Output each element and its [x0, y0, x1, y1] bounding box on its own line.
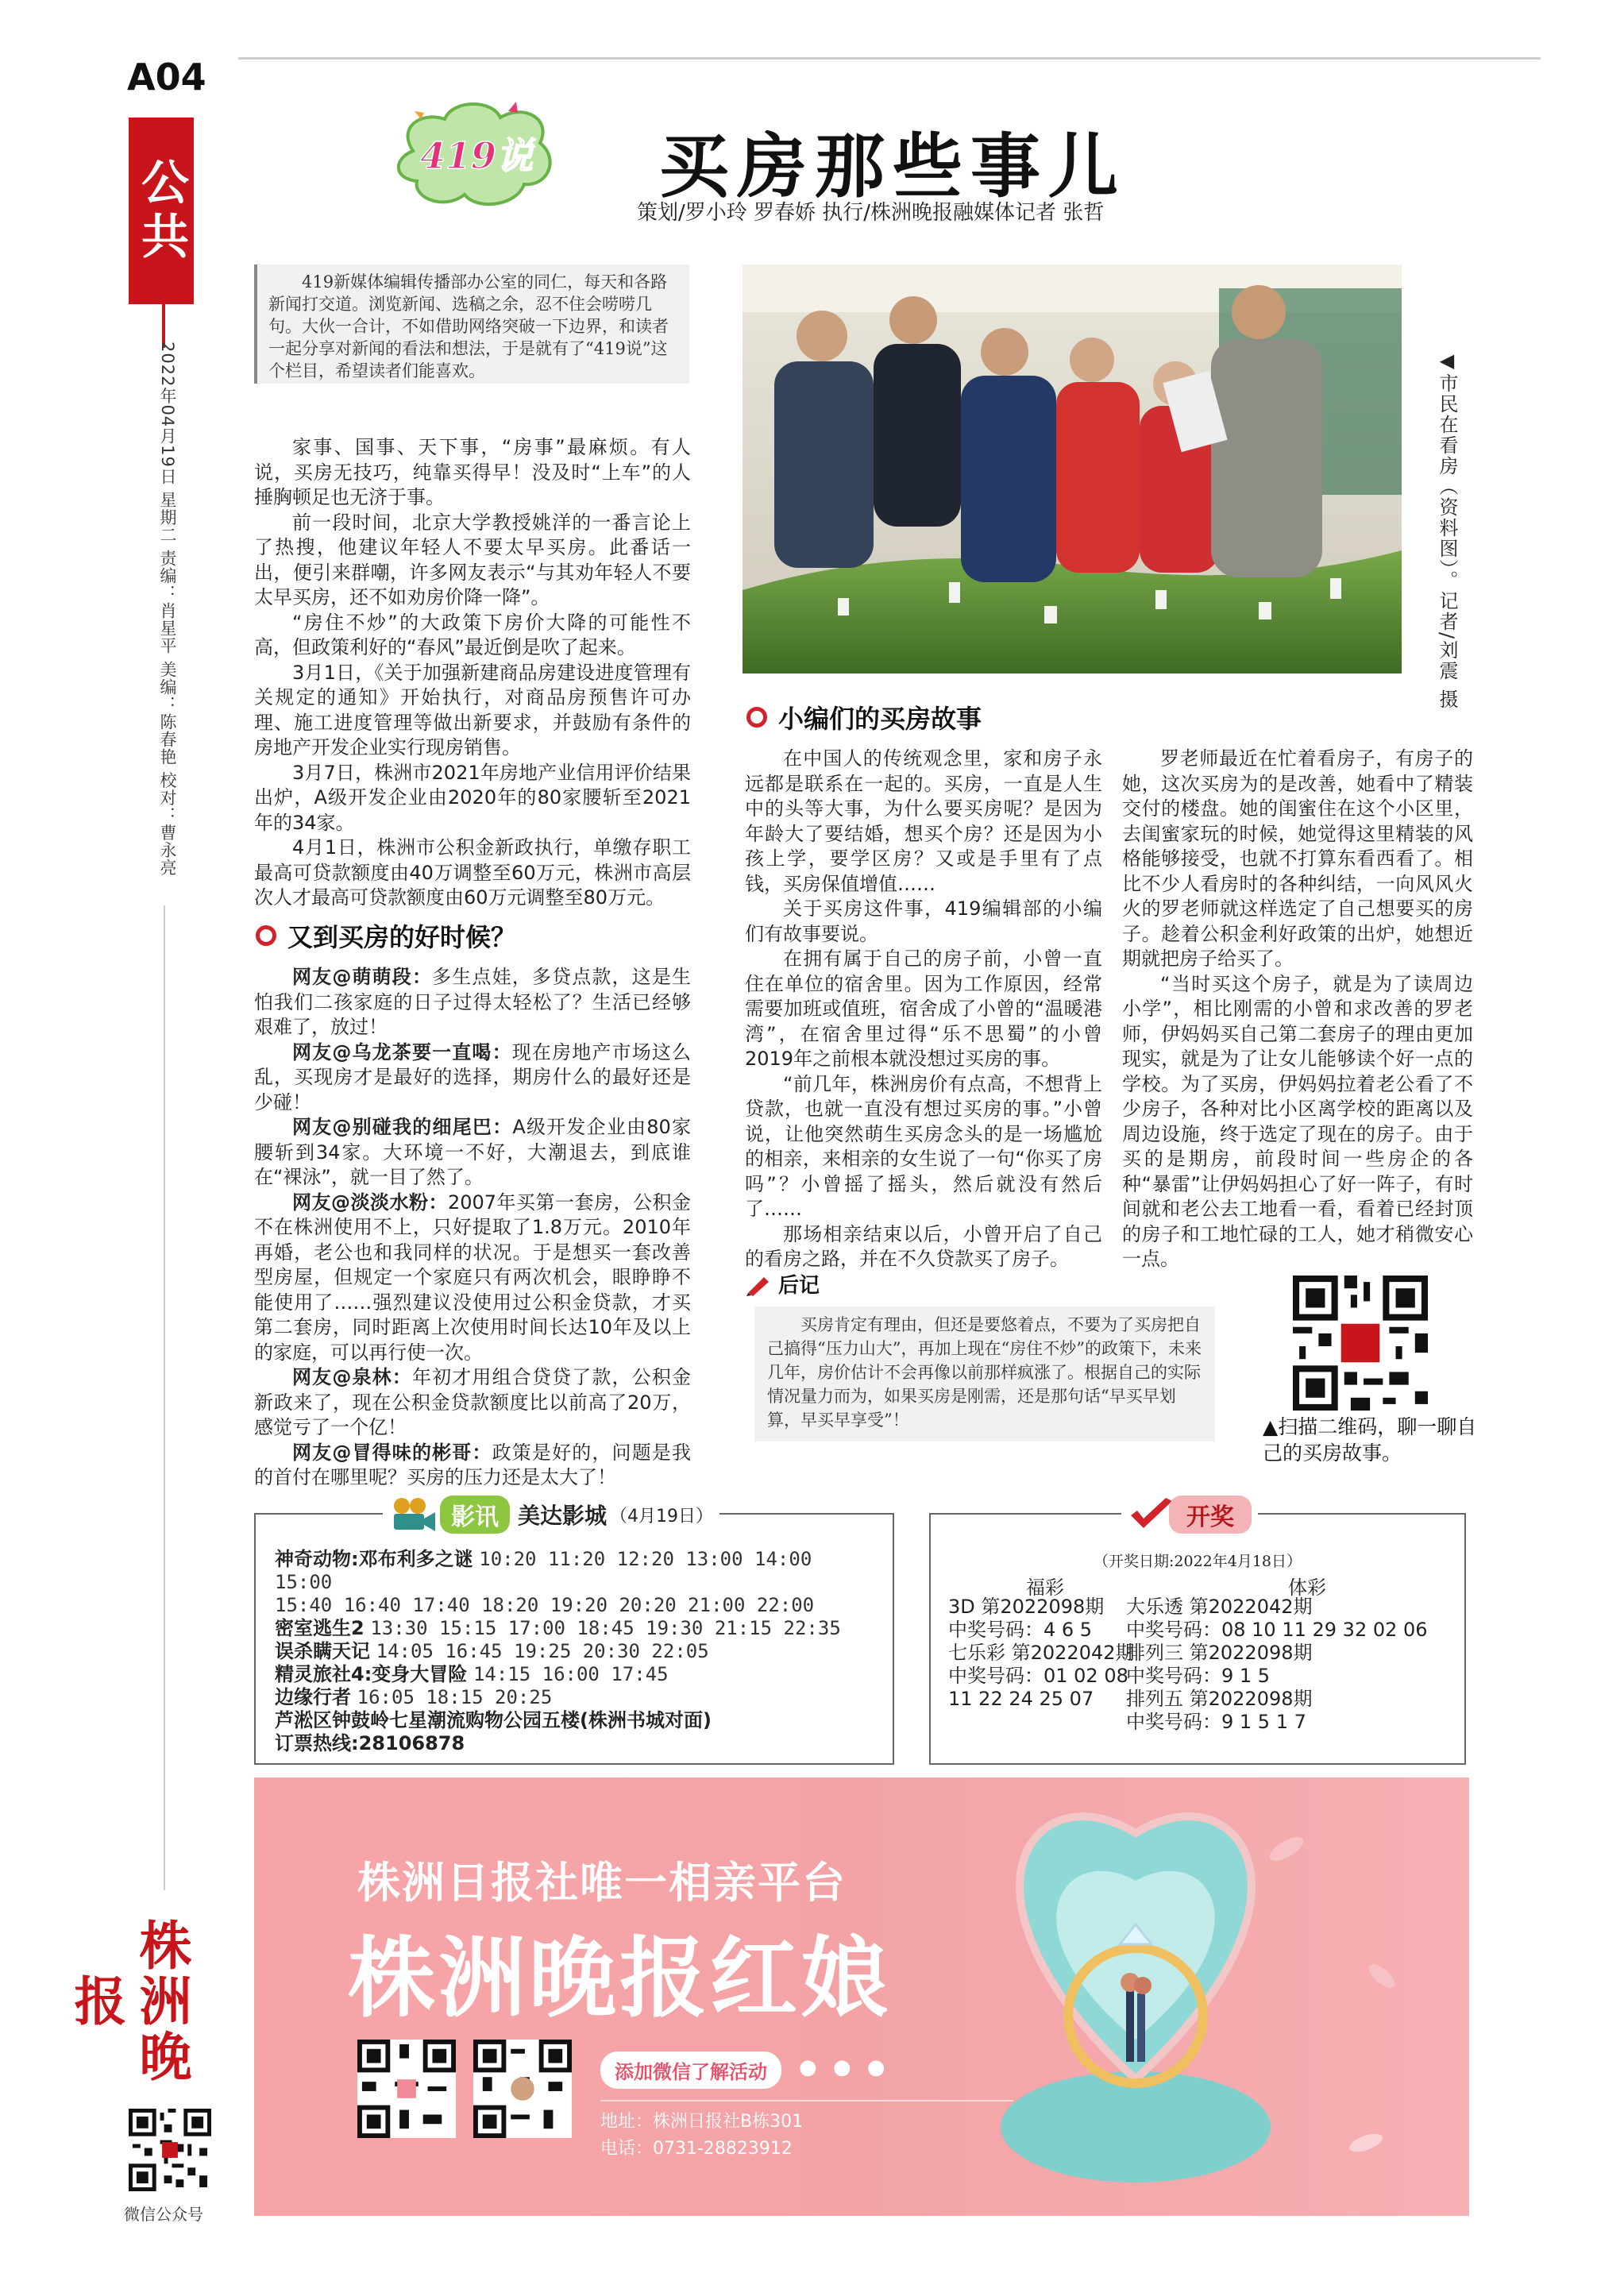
matchmaking-ad[interactable]: [254, 1777, 1469, 2216]
comment: [254, 965, 691, 1040]
wechat-label: 微信公众号: [124, 2205, 203, 2224]
comment-text: 现在房地产市场这么乱，买现房才是最好的选择，期房什么的最好还是少碰！: [254, 1040, 692, 1113]
ad-qr-code-1[interactable]: [357, 2040, 456, 2138]
comment-text: A级开发企业由80家腰斩到34家。大环境一不好，大潮退去，到底谁在“裸泳”，就一目了然了。: [254, 1116, 691, 1188]
wechat-qr-code[interactable]: [129, 2109, 211, 2191]
paragraph: 罗老师最近在忙着看房子，有房子的她，这次买房为的是改善，她看中了精装交付的楼盘。她的闺蜜住在这个小区里，去闺蜜家玩的时候，她觉得这里精装的风格能够接受，也就不打算东看西看了。相比不少人看房时的各种纠结，一向风风火火的罗老师就这样选定了自己想要买的房子。趁着公积金利好政策的出炉，她想近期就把房子给买了。: [1122, 747, 1473, 970]
showtimes: 14:05 16:45 19:25 20:30 22:05: [376, 1640, 709, 1662]
paragraph: 3月1日，《关于加强新建商品房建设进度管理有关规定的通知》开始执行，对商品房预售许可办理、施工进度管理等做出新要求，并鼓励有条件的房地产开发企业实行现房销售。: [254, 661, 691, 758]
lottery-line: 11 22 24 25 07: [948, 1688, 1094, 1710]
comment-author: 网友@萌萌段：: [292, 966, 433, 988]
paragraph: “房住不炒”的大政策下房价大降的可能性不高，但政策利好的“春风”最近倒是吹了起来。: [254, 611, 691, 658]
showtimes: 10:20 11:20 12:20 13:00 14:00 15:00: [275, 1548, 812, 1593]
qr-instruction: ▲扫描二维码，聊一聊自己的买房故事。: [1263, 1415, 1477, 1465]
comment-text: 2007年买第一套房，公积金不在株洲使用不上，只好提取了1.8万元。2010年再婚，老公也和我同样的状况。于是想买一套改善型房屋，但规定一个家庭只有两次机会，眼睁睁不能使用了……强烈建议没使用过公积金贷款，才买第二套房，同时距离上次使用时间长达10年及以上的家庭，可以再行使一次。: [254, 1191, 692, 1364]
page-number: A04: [127, 56, 206, 98]
paragraph: 那场相亲结束以后，小曾开启了自己的看房之路，并在不久贷款买了房子。: [745, 1222, 1102, 1270]
lottery-results: [929, 1503, 1466, 1765]
ad-divider: [600, 2100, 1013, 2102]
afterword-label: 后记: [778, 1274, 820, 1298]
comment: [254, 1115, 691, 1191]
add-wechat-button[interactable]: 添加微信了解活动: [600, 2051, 781, 2089]
showtime-row: [275, 1617, 878, 1640]
comment-author: 网友@乌龙茶要一直喝：: [292, 1040, 512, 1063]
byline: 策划/罗小玲 罗春娇 执行/株洲晚报融媒体记者 张哲: [637, 201, 1105, 225]
showtimes: 16:05 18:15 20:25: [357, 1686, 553, 1708]
lottery-line: 中奖号码：9 1 5 1 7: [1126, 1711, 1306, 1733]
booking-hotline: 订票热线:28106878: [275, 1732, 465, 1754]
lottery-line: 七乐彩 第2022042期: [948, 1642, 1135, 1664]
cinema-name: 美达影城: [518, 1503, 608, 1529]
ad-phone: 电话：0731-28823912: [600, 2139, 793, 2159]
film-header: [383, 1496, 719, 1534]
419-logo-text: 419说: [419, 134, 534, 177]
news-photo: [743, 264, 1402, 673]
dots-icon: ● ● ●: [799, 2055, 890, 2079]
movie-title: 神奇动物:邓布利多之谜: [275, 1548, 473, 1570]
comment: [254, 1191, 691, 1366]
subhead-text: 小编们的买房故事: [778, 704, 982, 734]
ad-address: 地址：株洲日报社B栋301: [600, 2112, 804, 2132]
lottery-line: 中奖号码：4 6 5: [948, 1619, 1093, 1641]
comment-text: 政策是好的，问题是我的首付在哪里呢？买房的压力还是太大了！: [254, 1441, 692, 1488]
movie-title: 密室逃生2: [275, 1617, 365, 1639]
film-date: （4月19日）: [610, 1506, 714, 1526]
article-column-4: [1122, 747, 1473, 1272]
showtimes: 13:30 15:15 17:00 18:45 19:30 21:15 22:35: [370, 1617, 841, 1639]
photo-caption: ◀市民在看房（资料图）。记者/刘震 摄: [1436, 349, 1458, 710]
paragraph: “当时买这个房子，就是为了读周边小学”，相比刚需的小曾和求改善的罗老师，伊妈妈买自己第二套房子的理由更加现实，就是为了让女儿能够读个好一点的学校。为了买房，伊妈妈拉着老公看了不少房子，各种对比小区离学校的距离以及周边设施，终于选定了现在的房子。由于买的是期房，前段时间一些房企的各种“暴雷”让伊妈妈担心了好一阵子，有时间就和老公去工地看一看，看着已经封顶的房子和工地忙碌的工人，她才稍微安心一点。: [1122, 972, 1473, 1270]
lottery-line: 排列三 第2022098期: [1126, 1642, 1313, 1664]
film-listings: [254, 1503, 894, 1765]
movie-title: 精灵旅社4:变身大冒险: [275, 1663, 468, 1685]
showtime-row: [275, 1594, 878, 1617]
netizen-comments: [254, 965, 691, 1491]
movie-title: 误杀瞒天记: [275, 1640, 370, 1662]
paragraph: 在中国人的传统观念里，家和房子永远都是联系在一起的。买房，一直是人生中的头等大事，为什么要买房呢？是因为年龄大了要结婚，想买个房？还是因为小孩上学，要学区房？又或是手里有了点钱，买房保值增值……: [745, 747, 1102, 895]
comment-author: 网友@淡淡水粉：: [292, 1191, 448, 1214]
lottery-date: （开奖日期:2022年4月18日）: [1093, 1553, 1302, 1570]
page-title: 买房那些事儿: [659, 125, 1127, 207]
ad-qr-code-2[interactable]: [473, 2040, 572, 2138]
lottery-line: 中奖号码：9 1 5: [1126, 1665, 1271, 1687]
paragraph: 在拥有属于自己的房子前，小曾一直住在单位的宿舍里。因为工作原因，经常需要加班或值班，宿舍成了小曾的“温暖港湾”，在宿舍里过得“乐不思蜀”的小曾2019年之前根本就没想过买房的事。: [745, 948, 1102, 1070]
comment-text: 年初才用组合贷贷了款，公积金新政来了，现在公积金贷款额度比以前高了20万，感觉亏了一个亿！: [254, 1366, 692, 1438]
lottery-line: 大乐透 第2022042期: [1126, 1596, 1313, 1618]
lottery-line: 排列五 第2022098期: [1126, 1688, 1313, 1710]
ring-icon: [746, 707, 767, 728]
paragraph: 家事、国事、天下事，“房事”最麻烦。有人说，买房无技巧，纯靠买得早！没及时“上车”的人捶胸顿足也无济于事。: [254, 436, 691, 508]
film-camera-icon: [389, 1496, 437, 1533]
subhead-stories: [746, 699, 982, 735]
sidebar-divider: [164, 905, 165, 1890]
showtimes: 14:15 16:00 17:45: [473, 1663, 669, 1685]
article-column-1: [254, 435, 691, 911]
ad-title: 株洲晚报红娘: [348, 1927, 891, 2029]
paragraph: 3月7日，株洲市2021年房地产业信用评价结果出炉，A级开发企业由2020年的80家腰斩至2021年的34家。: [254, 761, 691, 834]
showtime-list: [275, 1548, 878, 1755]
showtime-row: [275, 1640, 878, 1663]
ring-icon: [256, 925, 276, 946]
lottery-header: [1121, 1496, 1258, 1534]
section-tag: 公共: [129, 118, 194, 304]
movie-title: 边缘行者: [275, 1686, 351, 1708]
ad-tagline: 株洲日报社唯一相亲平台: [357, 1857, 847, 1908]
story-qr-code[interactable]: [1293, 1276, 1428, 1411]
intro-note: 419新媒体编辑传播部办公室的同仁，每天和各路新闻打交道。浏览新闻、选稿之余，忍不住会唠唠几句。大伙一合计，不如借助网络突破一下边界，和读者一起分享对新闻的看法和想法，于是就有了“419说”这个栏目，希望读者们能喜欢。: [254, 264, 689, 384]
afterword-text: 买房肯定有理由，但还是要悠着点，不要为了买房把自己搞得“压力山大”，再加上现在“房住不炒”的政策下，未来几年，房价估计不会再像以前那样疯涨了。根据自己的实际情况量力而为，如果买房是刚需，还是那句话“早买早划算，早买早享受”！: [754, 1306, 1215, 1442]
paragraph: “前几年，株洲房价有点高，不想背上贷款，也就一直没有想过买房的事。”小曾说，让他突然萌生买房念头的是一场尴尬的相亲，来相亲的女生说了一句“你买了房吗”？小曾摇了摇头，然后就没有然后了……: [745, 1072, 1102, 1220]
comment: [254, 1365, 691, 1441]
comment-author: 网友@冒得味的彬哥：: [292, 1441, 492, 1464]
lottery-line: 3D 第2022098期: [948, 1596, 1105, 1618]
top-rule: [238, 57, 1541, 60]
419-logo: [389, 95, 564, 222]
paragraph: 前一段时间，北京大学教授姚洋的一番言论上了热搜，他建议年轻人不要太早买房。此番话一出，便引来群嘲，许多网友表示“与其劝年轻人不要太早买房，还不如劝房价降一降”。: [254, 511, 691, 608]
afterword-heading: [745, 1269, 820, 1299]
comment-author: 网友@泉林：: [292, 1366, 412, 1388]
showtime-row: [275, 1548, 878, 1594]
cinema-address: 芦淞区钟鼓岭七星潮流购物公园五楼(株洲书城对面): [275, 1709, 712, 1731]
issue-meta: 2022年04月19日 星期二 责编：肖星平 美编：陈春艳 校对：曹永亮: [158, 342, 177, 877]
comment-text: 多生点娃，多贷点款，这是生怕我们二孩家庭的日子过得太轻松了？生活已经够艰难了，放过！: [254, 966, 692, 1038]
comment: [254, 1040, 691, 1116]
comment-author: 网友@别碰我的细尾巴：: [292, 1116, 513, 1138]
subhead-good-time: [256, 917, 516, 954]
showtime-row: [275, 1663, 878, 1686]
article-column-3: [745, 747, 1102, 1272]
showtime-row: [275, 1686, 878, 1709]
subhead-text: 又到买房的好时候？: [287, 922, 517, 952]
check-mark-icon: [1128, 1496, 1175, 1533]
welfare-lottery-title: 福彩: [1026, 1577, 1064, 1599]
sports-lottery-title: 体彩: [1288, 1577, 1326, 1599]
sports-lottery-list: [1126, 1596, 1460, 1734]
film-badge: 影讯: [440, 1496, 510, 1534]
lottery-badge: 开奖: [1169, 1496, 1252, 1534]
lottery-line: 中奖号码：01 02 08: [948, 1665, 1128, 1687]
paragraph: 4月1日，株洲市公积金新政执行，单缴存职工最高可贷款额度由40万调整至60万元，株洲市高层次人才最高可贷款额度由60万元调整至80万元。: [254, 836, 691, 909]
showtimes: 15:40 16:40 17:40 18:20 19:20 20:20 21:00 22:00: [275, 1594, 815, 1616]
pencil-icon: [745, 1272, 772, 1296]
lottery-line: 中奖号码：08 10 11 29 32 02 06: [1126, 1619, 1428, 1641]
comment: [254, 1441, 691, 1491]
paragraph: 关于买房这件事，419编辑部的小编们有故事要说。: [745, 897, 1102, 945]
brand-logo: 株洲晚报: [129, 1898, 194, 2105]
